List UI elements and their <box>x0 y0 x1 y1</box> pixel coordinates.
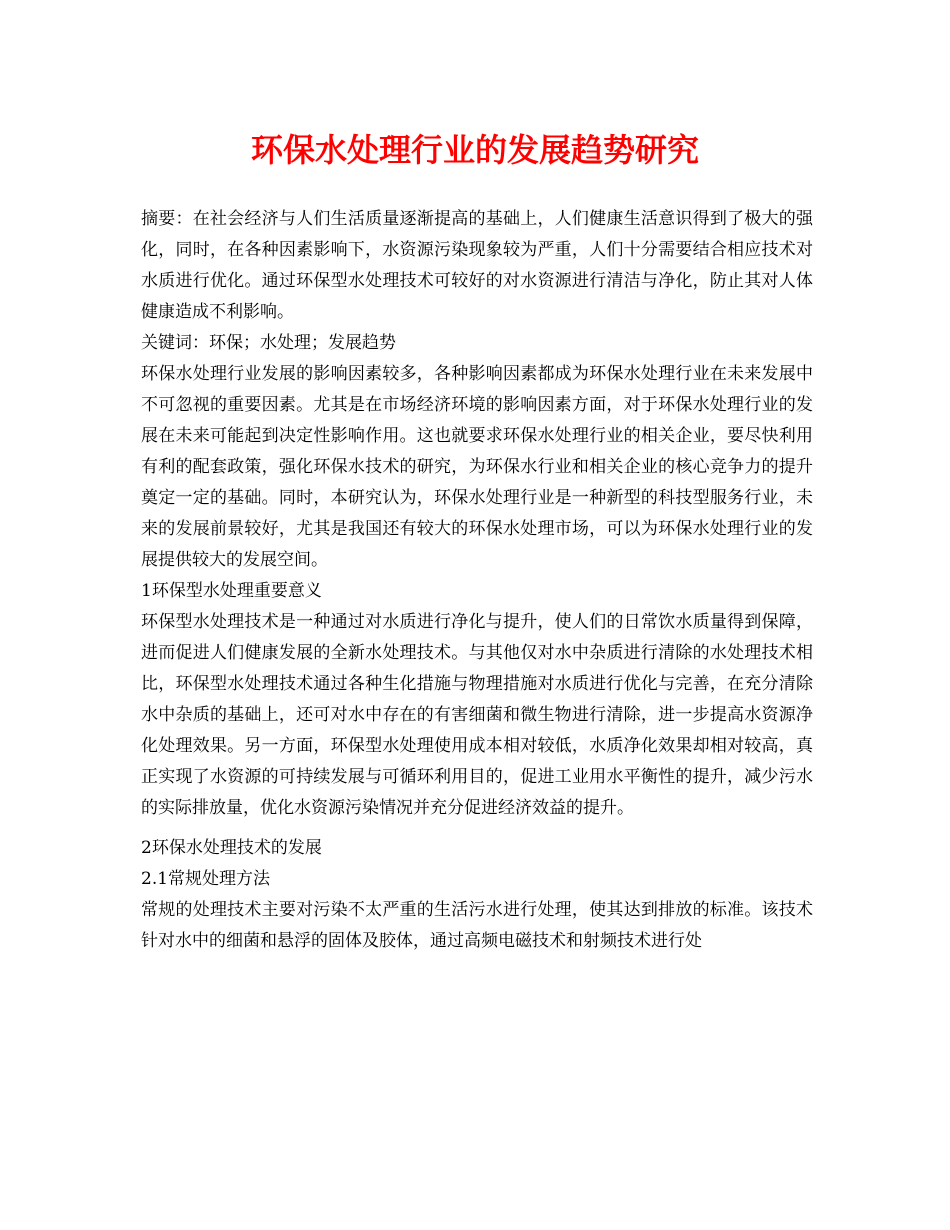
section-2-1-heading: 2.1常规处理方法 <box>141 869 271 889</box>
section-2-1-paragraph: 常规的处理技术主要对污染不太严重的生活污水进行处理，使其达到排放的标准。该技术针对水中的细菌和悬浮的固体及胶体，通过高频电磁技术和射频技术进行处 <box>141 900 813 951</box>
intro-paragraph: 环保水处理行业发展的影响因素较多，各种影响因素都成为环保水处理行业在未来发展中不可忽视的重要因素。尤其是在市场经济环境的影响因素方面，对于环保水处理行业的发展在未来可能起到决定性影响作用。这也就要求环保水处理行业的相关企业，要尽快利用有利的配套政策，强化环保水技术的研究，为环保水行业和相关企业的核心竞争力的提升奠定一定的基础。同时，本研究认为，环保水处理行业是一种新型的科技型服务行业，未来的发展前景较好，尤其是我国还有较大的环保水处理市场，可以为环保水处理行业的发展提供较大的发展空间。 <box>141 364 813 570</box>
document-body <box>141 204 813 957</box>
keywords-line: 关键词：环保；水处理；发展趋势 <box>141 333 396 353</box>
section-1-heading: 1环保型水处理重要意义 <box>141 581 322 601</box>
abstract-paragraph: 摘要：在社会经济与人们生活质量逐渐提高的基础上，人们健康生活意识得到了极大的强化，同时，在各种因素影响下，水资源污染现象较为严重，人们十分需要结合相应技术对水质进行优化。通过环保型水处理技术可较好的对水资源进行清洁与净化，防止其对人体健康造成不利影响。 <box>141 209 813 322</box>
document-title: 环保水处理行业的发展趋势研究 <box>250 131 699 169</box>
section-1-paragraph: 环保型水处理技术是一种通过对水质进行净化与提升，使人们的日常饮水质量得到保障，进而促进人们健康发展的全新水处理技术。与其他仅对水中杂质进行清除的水处理技术相比，环保型水处理技术通过各种生化措施与物理措施对水质进行优化与完善，在充分清除水中杂质的基础上，还可对水中存在的有害细菌和微生物进行清除，进一步提高水资源净化处理效果。另一方面，环保型水处理使用成本相对较低，水质净化效果却相对较高，真正实现了水资源的可持续发展与可循环利用目的，促进工业用水平衡性的提升，减少污水的实际排放量，优化水资源污染情况并充分促进经济效益的提升。 <box>141 612 813 818</box>
section-2-heading: 2环保水处理技术的发展 <box>141 838 322 858</box>
